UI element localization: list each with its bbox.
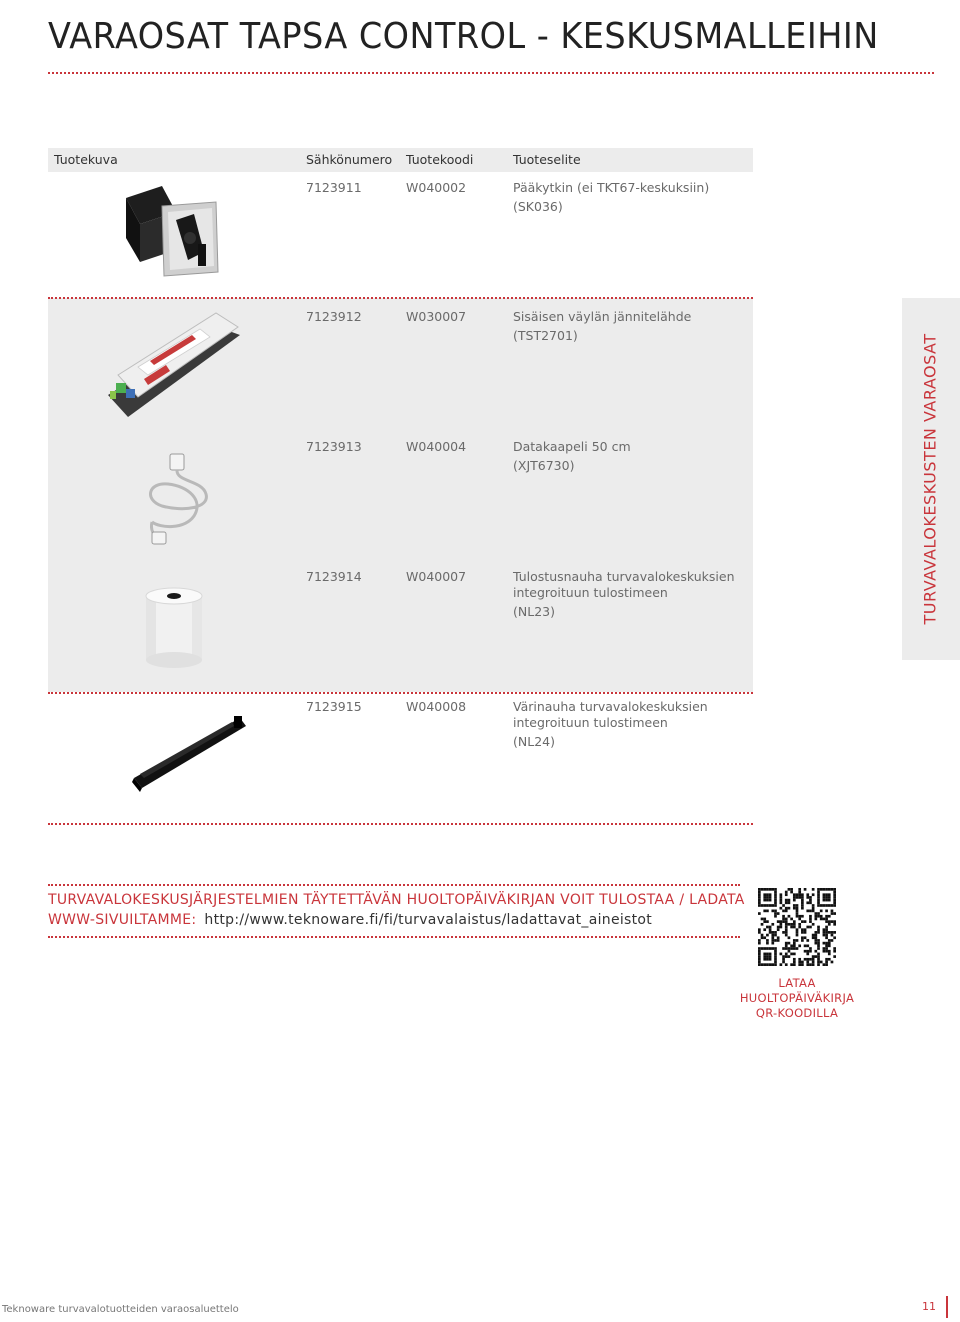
product-code: W040007 [406,569,467,584]
description-line: integroituun tulostimeen [513,585,668,600]
description-code: (NL23) [513,604,555,619]
electrical-number: 7123913 [306,439,362,454]
description-line: integroituun tulostimeen [513,715,668,730]
qr-caption [730,976,864,1021]
description [513,569,753,620]
table-header [48,148,753,172]
row-divider [48,823,753,825]
cta-label: WWW-SIVUILTAMME: [48,912,197,928]
description-line: Tulostusnauha turvavalokeskuksien [513,569,735,584]
description [513,309,753,344]
cta-text: TURVAVALOKESKUSJÄRJESTELMIEN TÄYTETTÄVÄN HUOLTOPÄIVÄKIRJAN VOIT TULOSTAA / LADATA [48,892,745,908]
power-supply-icon [100,305,250,427]
side-tab-label: TURVAVALOKESKUSTEN VARAOSAT [920,333,940,625]
title-divider [48,72,934,74]
electrical-number: 7123911 [306,180,362,195]
description [513,439,753,474]
description-code: (XJT6730) [513,458,575,473]
product-code: W040008 [406,699,467,714]
electrical-number: 7123915 [306,699,362,714]
description-line: Pääkytkin (ei TKT67-keskuksiin) [513,180,710,195]
paper-roll-icon [140,584,208,672]
page-number: 11 [922,1300,936,1313]
header-description: Tuoteselite [513,152,581,167]
row-divider [48,692,753,694]
download-link[interactable]: http://www.teknoware.fi/fi/turvavalaistus/ladattavat_aineistot [204,912,653,928]
ink-ribbon-icon [130,712,250,794]
cta-top-divider [48,884,740,886]
product-code: W040004 [406,439,467,454]
cta-text-line2 [48,912,652,928]
cta-bottom-divider [48,936,740,938]
footer-text: Teknoware turvavalotuotteiden varaosaluettelo [2,1304,239,1315]
electrical-number: 7123912 [306,309,362,324]
description-line: Sisäisen väylän jännitelähde [513,309,692,324]
product-code: W030007 [406,309,467,324]
description-line: Datakaapeli 50 cm [513,439,631,454]
qr-caption-line: HUOLTOPÄIVÄKIRJA [739,991,855,1005]
main-switch-icon [118,180,230,280]
page-title: VARAOSAT TAPSA CONTROL - KESKUSMALLEIHIN [48,16,879,57]
description-line: Värinauha turvavalokeskuksien [513,699,708,714]
description [513,180,753,215]
row-divider [48,297,753,299]
header-image: Tuotekuva [54,152,118,167]
qr-caption-line: QR-KOODILLA [755,1006,839,1020]
footer-marker [946,1296,948,1318]
qr-caption-line: LATAA [778,976,816,990]
description [513,699,753,750]
product-code: W040002 [406,180,467,195]
description-code: (SK036) [513,199,563,214]
header-product-code: Tuotekoodi [406,152,474,167]
data-cable-icon [140,452,220,546]
qr-code-icon[interactable] [758,888,836,966]
description-code: (TST2701) [513,328,578,343]
electrical-number: 7123914 [306,569,362,584]
header-electrical-number: Sähkönumero [306,152,393,167]
description-code: (NL24) [513,734,555,749]
